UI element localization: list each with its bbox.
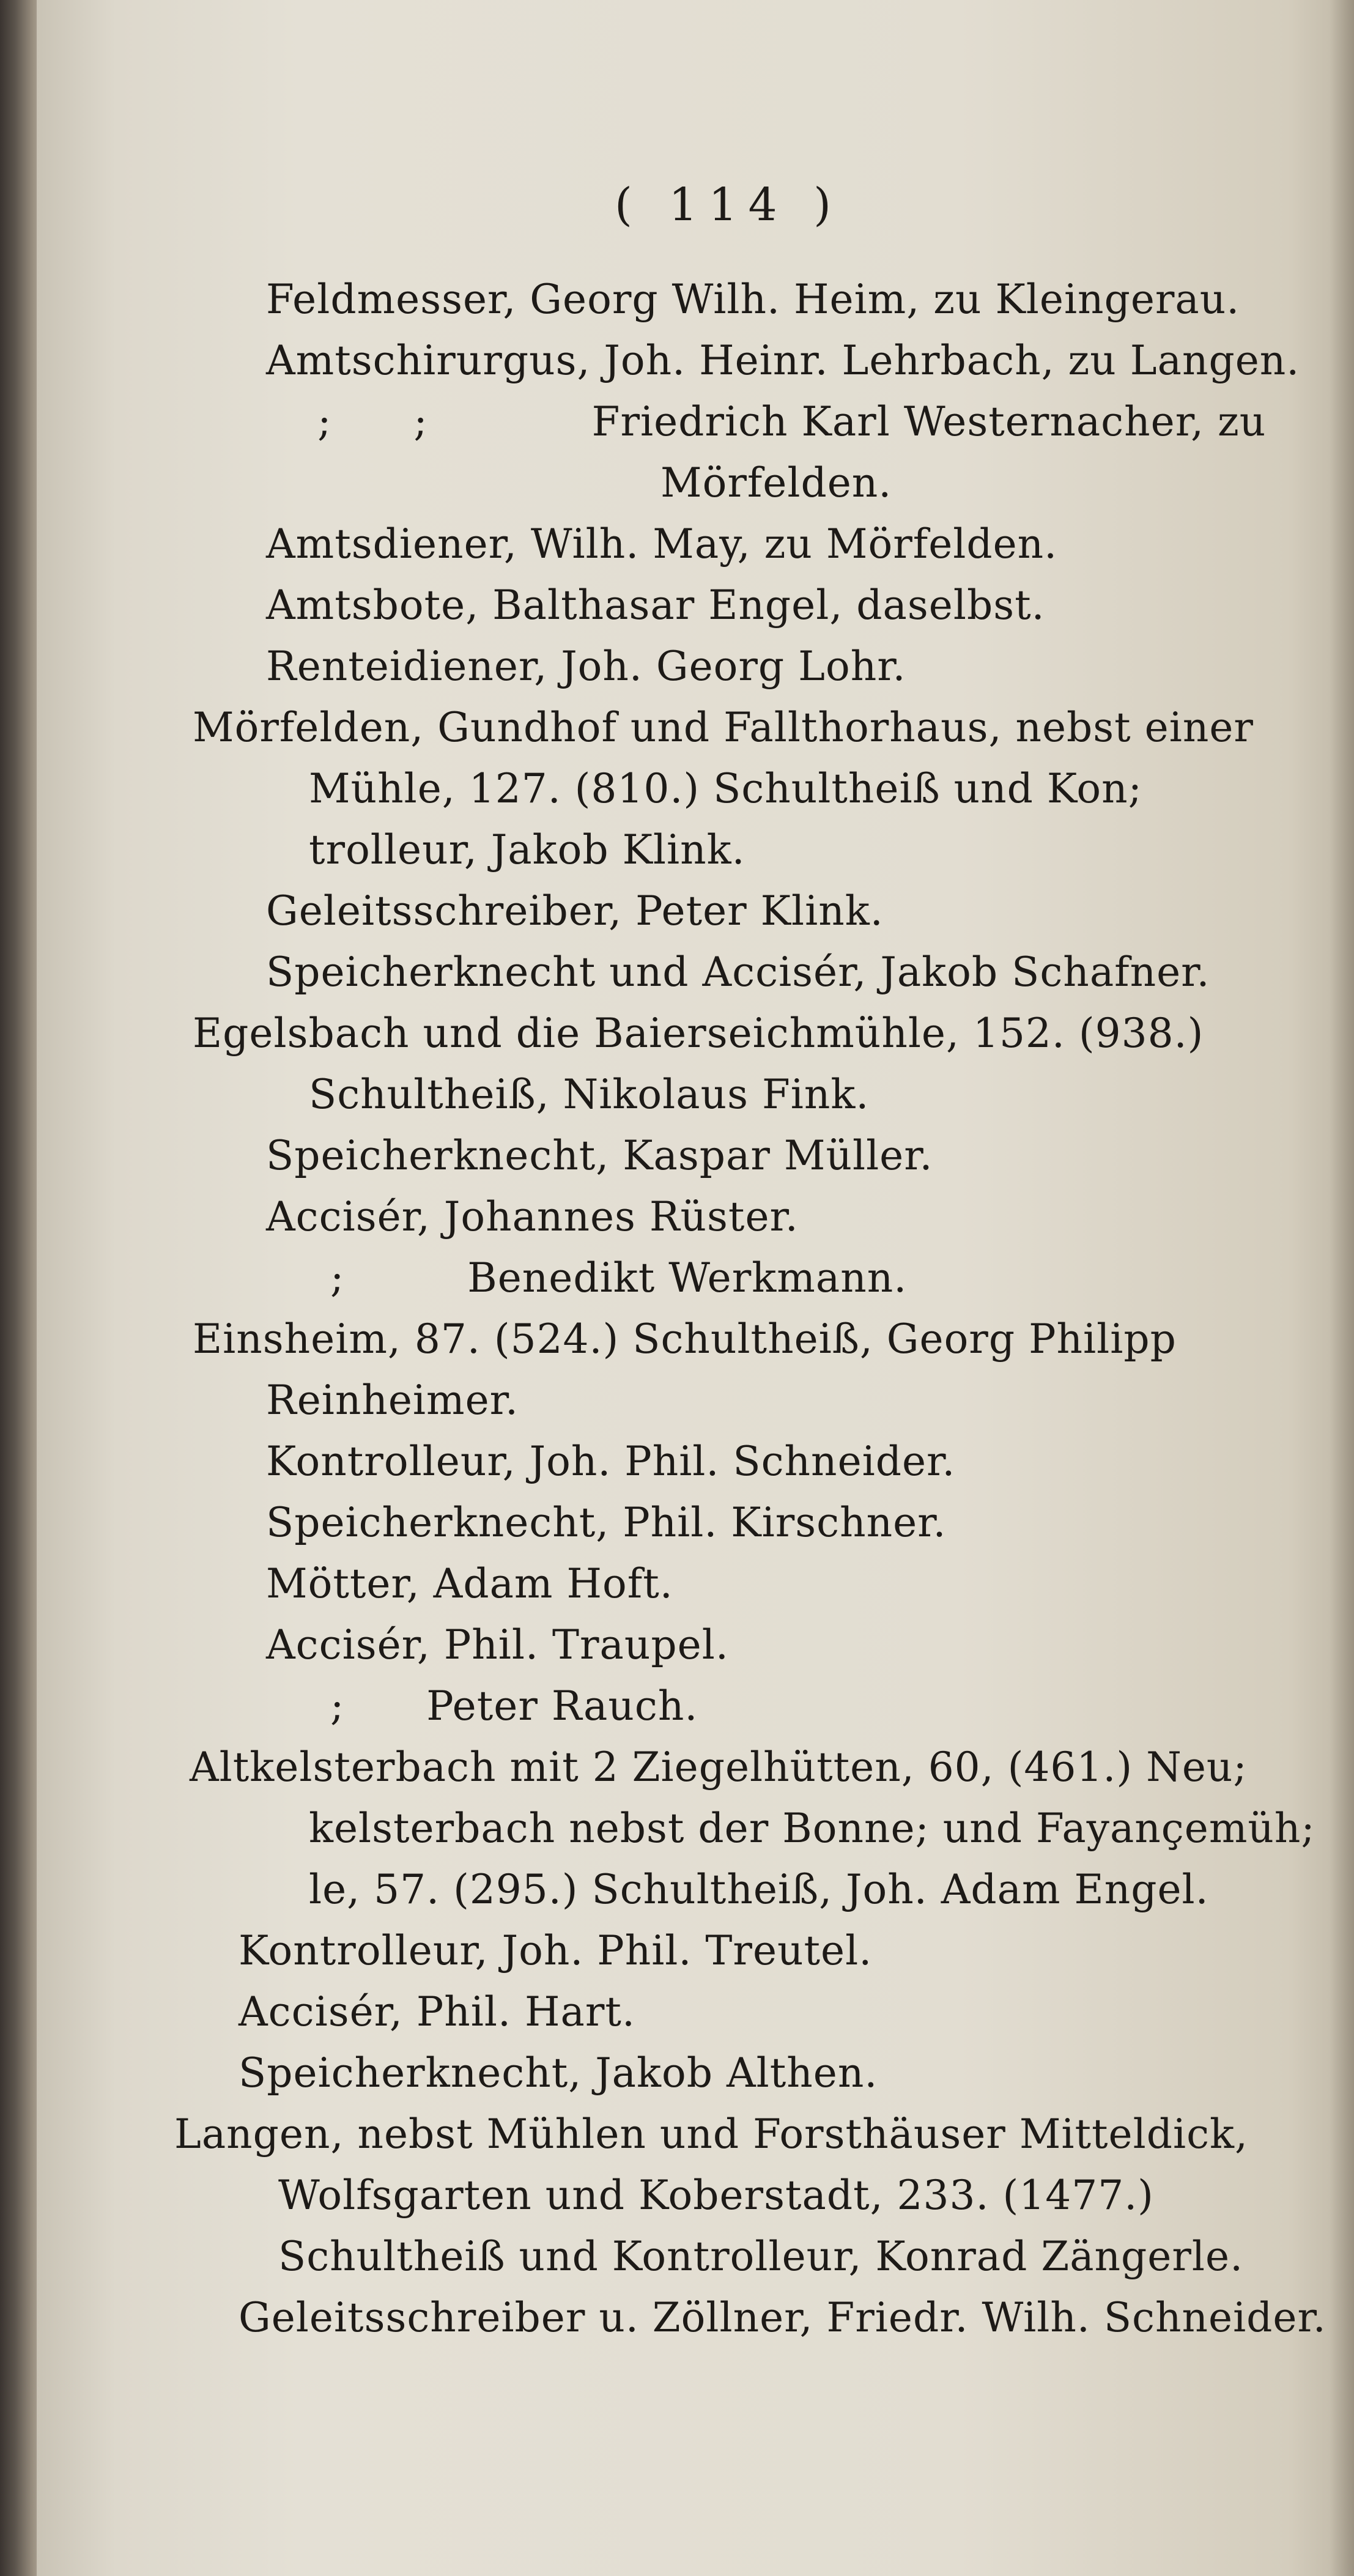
- page-edge-shadow: [1330, 0, 1354, 2576]
- text-line: Speicherknecht und Accisér, Jakob Schafner.: [266, 949, 1210, 996]
- text-line: Altkelsterbach mit 2 Ziegelhütten, 60, (461.) Neu;: [190, 1744, 1248, 1791]
- text-line: Speicherknecht, Jakob Althen.: [239, 2049, 878, 2097]
- text-line: Speicherknecht, Phil. Kirschner.: [266, 1499, 947, 1546]
- book-page: [37, 0, 1354, 2576]
- text-line: Mötter, Adam Hoft.: [266, 1560, 673, 1607]
- text-line: Schultheiß und Kontrolleur, Konrad Zängerle.: [278, 2233, 1244, 2280]
- text-line: Feldmesser, Georg Wilh. Heim, zu Kleingerau.: [266, 276, 1240, 323]
- text-line: Mörfelden, Gundhof und Fallthorhaus, nebst einer: [193, 704, 1254, 751]
- text-line: ; Benedikt Werkmann.: [330, 1254, 908, 1301]
- page-number: ( 114 ): [615, 179, 843, 231]
- text-line: Amtsdiener, Wilh. May, zu Mörfelden.: [266, 520, 1058, 568]
- text-line: Mühle, 127. (810.) Schultheiß und Kon;: [309, 765, 1142, 812]
- text-line: Kontrolleur, Joh. Phil. Schneider.: [266, 1438, 956, 1485]
- text-line: Accisér, Johannes Rüster.: [266, 1193, 799, 1240]
- text-line: Geleitsschreiber u. Zöllner, Friedr. Wilh. Schneider.: [239, 2294, 1326, 2341]
- text-line: Wolfsgarten und Koberstadt, 233. (1477.): [278, 2172, 1154, 2219]
- text-line: Schultheiß, Nikolaus Fink.: [309, 1071, 870, 1118]
- text-line: Kontrolleur, Joh. Phil. Treutel.: [239, 1927, 873, 1974]
- text-line: Reinheimer.: [266, 1377, 519, 1424]
- text-line: Speicherknecht, Kaspar Müller.: [266, 1132, 933, 1179]
- text-line: Amtschirurgus, Joh. Heinr. Lehrbach, zu Langen.: [266, 337, 1300, 384]
- text-line: Einsheim, 87. (524.) Schultheiß, Georg Philipp: [193, 1316, 1177, 1363]
- text-line: Accisér, Phil. Traupel.: [266, 1621, 729, 1668]
- text-line: Langen, nebst Mühlen und Forsthäuser Mitteldick,: [174, 2111, 1249, 2158]
- text-line: le, 57. (295.) Schultheiß, Joh. Adam Engel.: [309, 1866, 1209, 1913]
- text-line: Egelsbach und die Baierseichmühle, 152. (938.): [193, 1010, 1204, 1057]
- text-line: ; ; Friedrich Karl Westernacher, zu: [309, 398, 1267, 445]
- text-line: ; Peter Rauch.: [330, 1682, 698, 1730]
- text-line: Renteidiener, Joh. Georg Lohr.: [266, 643, 906, 690]
- text-line: trolleur, Jakob Klink.: [309, 826, 745, 873]
- text-line: Geleitsschreiber, Peter Klink.: [266, 887, 884, 935]
- text-line: Amtsbote, Balthasar Engel, daselbst.: [266, 582, 1045, 629]
- text-line: Accisér, Phil. Hart.: [239, 1988, 635, 2035]
- text-line: Mörfelden.: [660, 459, 892, 506]
- text-line: kelsterbach nebst der Bonne; und Fayançemüh;: [309, 1805, 1315, 1852]
